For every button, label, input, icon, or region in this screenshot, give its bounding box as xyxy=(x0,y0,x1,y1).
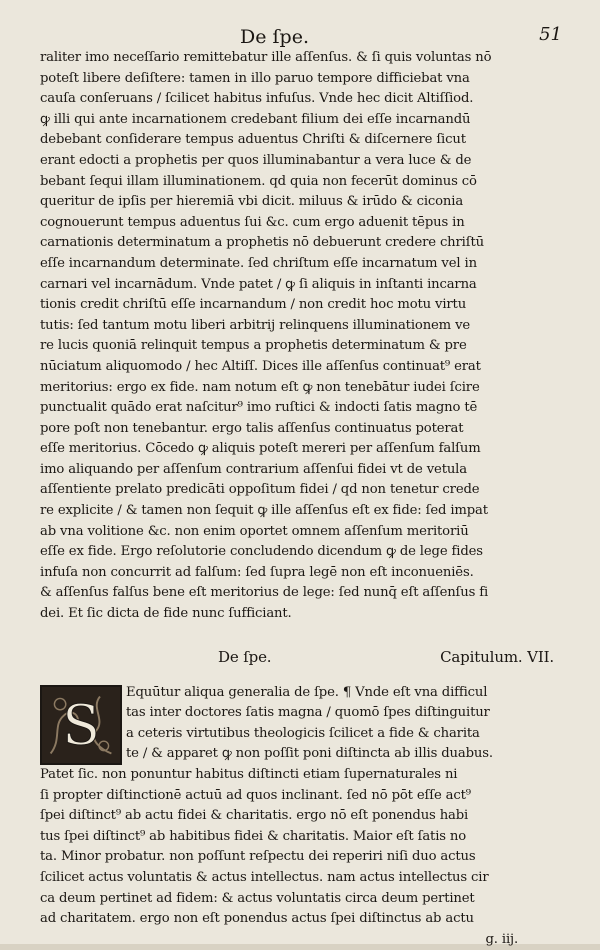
text-line: a ceteris virtutibus theologicis ſcilicet a fide & charita xyxy=(126,725,480,741)
text-line: queritur de ipſis per hieremiā vbi dicit. miluus & irūdo & ciconia xyxy=(40,194,464,210)
folio-number: 51 xyxy=(539,24,562,45)
decorated-initial-s xyxy=(40,685,122,765)
text-block xyxy=(40,48,558,950)
chapter-heading-number: Capitulum. VII. xyxy=(440,647,554,666)
chapter-lines xyxy=(40,765,558,930)
text-line: infuſa non concurrit ad falſum: ſed ſupra legē non eſt inconueniēs. xyxy=(40,564,474,580)
text-line: te / & apparet ꝙ non poſſit poni diſtincta ab illis duabus. xyxy=(126,746,493,762)
text-line: ca deum pertinet ad fidem: & actus voluntatis circa deum pertinet xyxy=(40,890,475,906)
text-line: tutis: ſed tantum motu liberi arbitrij relinquens illuminationem ve xyxy=(40,317,471,333)
chapter-heading xyxy=(40,629,558,683)
text-line: ad charitatem. ergo non eſt ponendus actus ſpei diſtinctus ab actu xyxy=(40,911,474,927)
text-line: ſi propter diſtinctionē actuū ad quos inclinant. ſed nō pōt eſſe act⁹ xyxy=(40,787,471,803)
chapter-body xyxy=(40,683,558,950)
text-line: ꝙ illi qui ante incarnationem credebant filium dei eſſe incarnandū xyxy=(40,111,471,127)
text-line: raliter imo neceſſario remittebatur ille aſſenſus. & ſi quis voluntas nō xyxy=(40,50,492,65)
text-line: eſſe ex fide. Ergo reſolutorie concludendo dicendum ꝙ de lege fides xyxy=(40,544,483,560)
text-line: ſpei diſtinct⁹ ab actu fidei & charitatis. ergo nō eſt ponendus habi xyxy=(40,808,469,824)
decorated-initial-ornament xyxy=(42,687,120,763)
text-line: Equūtur aliqua generalia de ſpe. ¶ Vnde eſt vna difficul xyxy=(126,684,488,700)
text-line: carnari vel incarnādum. Vnde patet / ꝙ ſi aliquis in inſtanti incarna xyxy=(40,276,477,292)
text-line: ab vna volitione &c. non enim oportet omnem aſſenſum meritoriū xyxy=(40,523,469,539)
signature-mark: g. iij. xyxy=(485,931,518,947)
text-line: re lucis quoniā relinquit tempus a prophetis determinatum & pre xyxy=(40,338,467,354)
text-line: eſſe meritorius. Cōcedo ꝙ aliquis poteſt mereri per aſſenſum falſum xyxy=(40,441,481,457)
text-line: pore poſt non tenebantur. ergo talis aſſenſus continuatus poterat xyxy=(40,420,464,436)
text-line: ta. Minor probatur. non poſſunt reſpectu dei reperiri niſi duo actus xyxy=(40,849,476,865)
running-head-title: De ſpe. xyxy=(240,26,309,48)
text-line: cauſa conſeruans / ſcilicet habitus infuſus. Vnde hec dicit Altiſſiod. xyxy=(40,91,474,107)
text-line: punctualit quādo erat naſcitur⁹ imo ruſtici & indocti ſatis magno tē xyxy=(40,400,478,416)
text-line: imo aliquando per aſſenſum contrarium aſſenſui fidei vt de vetula xyxy=(40,461,467,477)
text-line: re explicite / & tamen non ſequit ꝙ ille aſſenſus eſt ex fide: ſed impat xyxy=(40,503,488,519)
text-line: Patet ſic. non ponuntur habitus diſtincti etiam ſupernaturales ni xyxy=(40,767,458,782)
text-line: eſſe incarnandum determinate. ſed chriſtum eſſe incarnatum vel in xyxy=(40,255,477,271)
text-line: ſcilicet actus voluntatis & actus intellectus. nam actus intellectus cir xyxy=(40,869,489,885)
text-line: carnationis determinatum a prophetis nō debuerunt credere chriſtū xyxy=(40,235,484,251)
text-line: tionis credit chriſtū eſſe incarnandum / non credit hoc motu virtu xyxy=(40,297,467,313)
text-line: meritorius: ergo ex fide. nam notum eſt ꝙ non tenebātur iudei ſcire xyxy=(40,379,480,395)
text-line: tas inter doctores ſatis magna / quomō ſpes diſtinguitur xyxy=(126,705,490,721)
text-line: aſſentiente prelato predicāti oppoſitum fidei / qd non tenetur crede xyxy=(40,482,480,498)
text-line: bebant ſequi illam illuminationem. qd quia non fecerūt dominus cō xyxy=(40,173,477,189)
text-line: debebant conſiderare tempus aduentus Chriſti & diſcernere ſicut xyxy=(40,132,466,148)
text-line: & aſſenſus falſus bene eſt meritorius de lege: ſed nunq̄ eſt aſſenſus fi xyxy=(40,585,489,601)
text-line: dei. Et ſic dicta de fide nunc ſufficiant. xyxy=(40,606,292,622)
running-head xyxy=(0,22,600,50)
chapter-heading-title: De ſpe. xyxy=(218,647,272,666)
text-line: tus ſpei diſtinct⁹ ab habitibus fidei & charitatis. Maior eſt ſatis no xyxy=(40,828,467,844)
text-line: nūciatum aliquomodo / hec Altiſſ. Dices ille aſſenſus continuat⁹ erat xyxy=(40,358,481,374)
text-line: cognouerunt tempus aduentus ſui &c. cum ergo aduenit tēpus in xyxy=(40,214,465,230)
section-body xyxy=(40,48,558,625)
initial-letter: S xyxy=(62,692,100,757)
text-line: poteſt libere deſiſtere: tamen in illo paruo tempore difficiebat vna xyxy=(40,70,470,86)
text-line: erant edocti a prophetis per quos illuminabantur a vera luce & de xyxy=(40,152,472,168)
